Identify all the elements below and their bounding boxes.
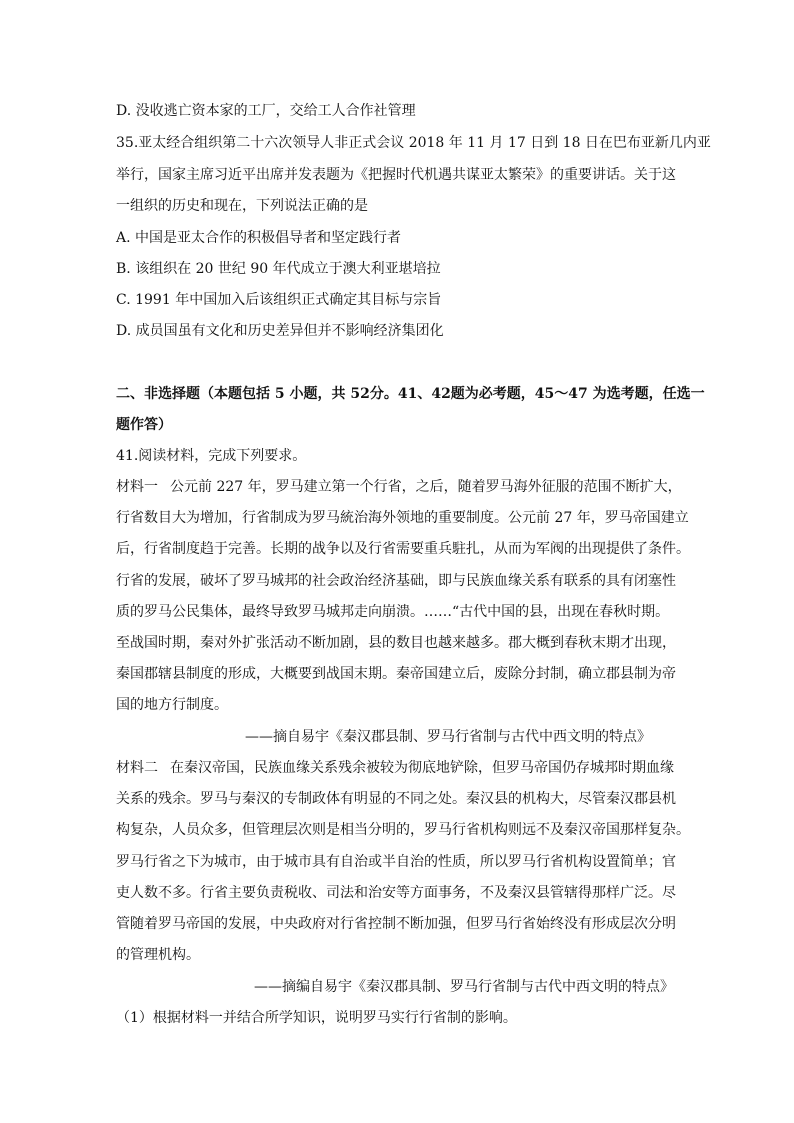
q35-option-c: C. 1991 年中国加入后该组织正式确定其目标与宗旨 (116, 292, 442, 308)
material2-line-7: 的管理机构。 (116, 947, 200, 963)
q35-stem-line-1: 35.亚太经合组织第二十六次领导人非正式会议 2018 年 11 月 17 日到 18 日在巴布亚新几内亚 (116, 135, 711, 151)
q35-option-b: B. 该组织在 20 世纪 90 年代成立于澳大利亚堪培拉 (116, 261, 441, 277)
section-heading-line-1: 二、非选择题（本题包括 5 小题，共 52分。41、42题为必考题，45～47 为选考题，任选一 (116, 386, 705, 402)
q41-sub-question-1: （1）根据材料一并结合所学知识，说明罗马实行行省制的影响。 (116, 1010, 517, 1026)
material1-line-7: 秦国郡辖县制度的形成，大概要到战国末期。秦帝国建立后，废除分封制，确立郡县制为帝 (116, 666, 676, 682)
material2-text-1: 在秦汉帝国，民族血缘关系残余被较为彻底地铲除，但罗马帝国仍存城邦时期血缘 (170, 760, 674, 776)
material1-line-5: 质的罗马公民集体，最终导致罗马城邦走向崩溃。……“古代中国的县，出现在春秋时期。 (116, 604, 670, 620)
material2-label: 材料二 (116, 760, 158, 776)
material2-line-2: 关系的残余。罗马与秦汉的专制政体有明显的不同之处。秦汉县的机构大，尽管秦汉郡县机 (116, 791, 676, 807)
material1-line-8: 国的地方行制度。 (116, 697, 228, 713)
material1-text-1: 公元前 227 年，罗马建立第一个行省，之后，随着罗马海外征服的范围不断扩大， (170, 479, 682, 495)
section-heading-line-2: 题作答） (116, 417, 172, 433)
material1-line-2: 行省数目大为增加，行省制成为罗马統治海外领地的重要制度。公元前 27 年，罗马帝国建立 (116, 510, 689, 526)
material2-line-3: 构复杂，人员众多，但管理层次则是相当分明的，罗马行省机构则远不及秦汉帝国那样复杂。 (116, 822, 690, 838)
material2-line-4: 罗马行省之下为城市，由于城市具有自治或半自治的性质，所以罗马行省机构设置简单；官 (116, 854, 676, 870)
q34-option-d: D. 没收逃亡资本家的工厂，交给工人合作社管理 (116, 103, 416, 119)
material1-line-4: 行省的发展，破坏了罗马城邦的社会政治经济基础，即与民族血缘关系有联系的具有闭塞性 (116, 573, 676, 589)
material1-label: 材料一 (116, 479, 158, 495)
material1-line-1 (116, 477, 682, 497)
material2-line-5: 吏人数不多。行省主要负责税收、司法和治安等方面事务，不及秦汉县管辖得那样广泛。尽 (116, 885, 676, 901)
q41-intro: 41.阅读材料，完成下列要求。 (116, 448, 307, 464)
q35-option-a: A. 中国是亚太合作的积极倡导者和坚定践行者 (116, 230, 402, 246)
material1-line-6: 至战国时期，秦对外扩张活动不断加剧，县的数目也越来越多。郡大概到春秋末期才出现， (116, 635, 676, 651)
material2-source: ——摘编自易宇《秦汉郡具制、罗马行省制与古代中西文明的特点》 (254, 979, 674, 995)
material1-line-3: 后，行省制度趋于完善。长期的战争以及行省需要重兵駐扎，从而为军阀的出现提供了条件。 (116, 541, 690, 557)
q35-stem-line-2: 举行，国家主席习近平出席并发表题为《把握时代机遇共谋亚太繁荣》的重要讲话。关于这 (116, 167, 676, 183)
material1-source: ——摘自易宇《秦汉郡县制、罗马行省制与古代中西文明的特点》 (245, 729, 651, 745)
q35-stem-line-3: 一组织的历史和现在，下列说法正确的是 (116, 198, 368, 214)
q35-option-d: D. 成员国虽有文化和历史差异但并不影响经济集团化 (116, 323, 444, 339)
material2-line-1 (116, 758, 674, 778)
material2-line-6: 管随着罗马帝国的发展，中央政府对行省控制不断加强，但罗马行省始终没有形成层次分明 (116, 916, 676, 932)
